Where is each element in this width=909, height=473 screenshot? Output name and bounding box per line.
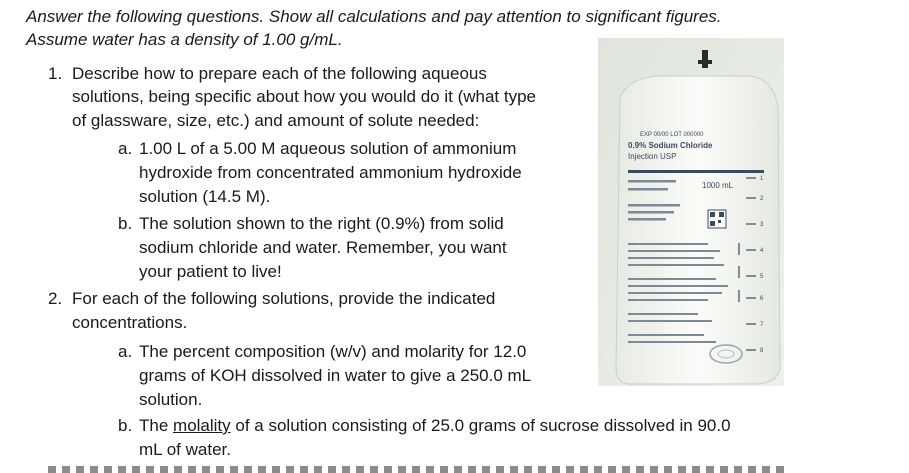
q1b-label: b. bbox=[118, 214, 133, 233]
scale-mark-1: 1 bbox=[760, 176, 764, 182]
scale-mark-8: 8 bbox=[760, 348, 764, 354]
scale-mark-5: 5 bbox=[760, 274, 764, 280]
scale-mark-2: 2 bbox=[760, 196, 764, 202]
scale-mark-4: 4 bbox=[760, 248, 764, 254]
bag-volume: 1000 mL bbox=[702, 181, 734, 190]
q2a-text-line-1: The percent composition (w/v) and molarity for 12.0 bbox=[139, 342, 527, 361]
q1-text-line-2: solutions, being specific about how you would do it (what type bbox=[72, 87, 536, 106]
molality-term: molality bbox=[173, 416, 231, 435]
q1a-text-line-2: hydroxide from concentrated ammonium hydroxide bbox=[139, 163, 522, 182]
q2b-text-start: The bbox=[139, 416, 174, 435]
bag-volume-bar bbox=[628, 170, 764, 173]
q1a-text-line-3: solution (14.5 M). bbox=[139, 187, 271, 206]
bag-lot-line: EXP 00/00 LOT 000000 bbox=[640, 132, 704, 138]
q1-number: 1. bbox=[48, 64, 63, 83]
cut-off-next-line bbox=[48, 466, 788, 473]
q1b-text-line-3: your patient to live! bbox=[139, 262, 282, 281]
bag-body bbox=[616, 76, 780, 384]
scale-mark-6: 6 bbox=[760, 296, 764, 302]
q2b-text-line-2: mL of water. bbox=[139, 440, 231, 459]
q2-text-line-2: concentrations. bbox=[72, 313, 188, 332]
instructions-line-2: Assume water has a density of 1.00 g/mL. bbox=[26, 30, 343, 49]
instructions-line-1: Answer the following questions. Show all calculations and pay attention to significant figures. bbox=[26, 7, 722, 26]
bag-product-name: 0.9% Sodium Chloride bbox=[628, 141, 713, 150]
bag-product-name-2: Injection USP bbox=[628, 152, 677, 161]
q2b-text-end: of a solution consisting of 25.0 grams of sucrose dissolved in 90.0 bbox=[230, 416, 731, 435]
q1a-label: a. bbox=[118, 139, 133, 158]
q2b-label: b. bbox=[118, 416, 133, 435]
q1b-text-line-1: The solution shown to the right (0.9%) from solid bbox=[139, 214, 504, 233]
iv-bag-photo bbox=[598, 38, 784, 386]
q2-number: 2. bbox=[48, 289, 63, 308]
q1-text-line-1: Describe how to prepare each of the following aqueous bbox=[72, 64, 487, 83]
q1-text-line-3: of glassware, size, etc.) and amount of solute needed: bbox=[72, 111, 480, 130]
q2a-text-line-2: grams of KOH dissolved in water to give a 250.0 mL bbox=[139, 366, 532, 385]
q2a-text-line-3: solution. bbox=[139, 390, 203, 409]
q2b-text-line-1 bbox=[139, 416, 731, 436]
scale-mark-7: 7 bbox=[760, 322, 764, 328]
scale-mark-3: 3 bbox=[760, 222, 764, 228]
q2-text-line-1: For each of the following solutions, provide the indicated bbox=[72, 289, 496, 308]
q1b-text-line-2: sodium chloride and water. Remember, you want bbox=[139, 238, 507, 257]
bag-qr-code-icon bbox=[708, 210, 726, 228]
q2a-label: a. bbox=[118, 342, 133, 361]
q1a-text-line-1: 1.00 L of a 5.00 M aqueous solution of ammonium bbox=[139, 139, 517, 158]
